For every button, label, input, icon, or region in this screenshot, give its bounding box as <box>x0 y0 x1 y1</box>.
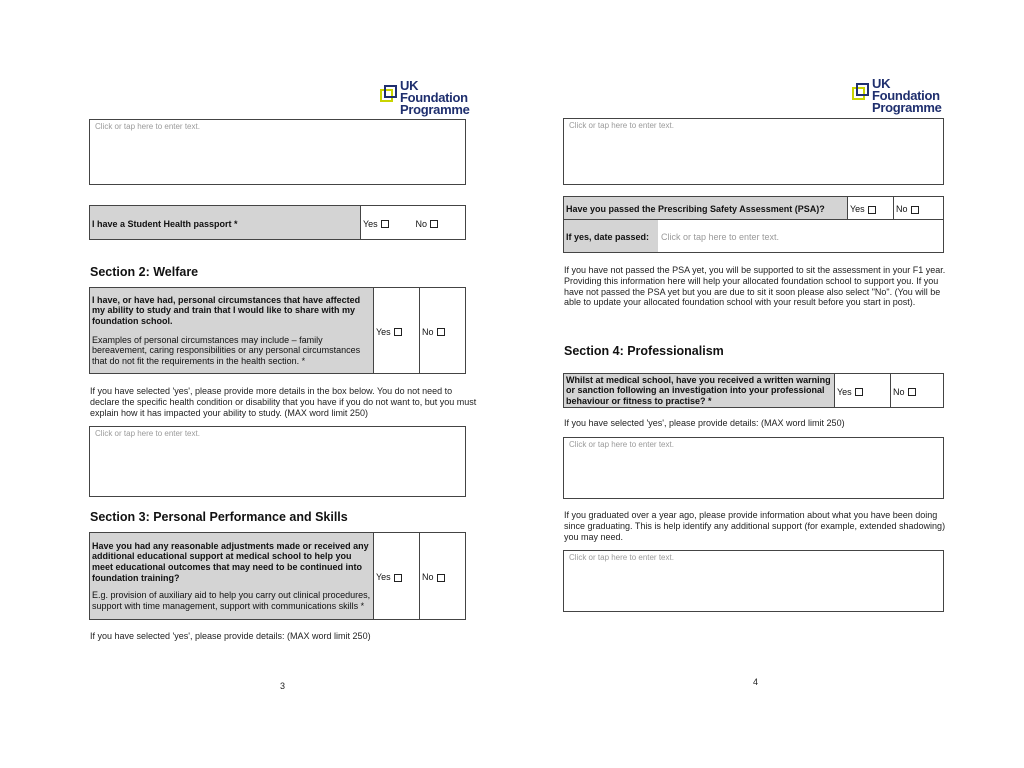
welfare-instructions: If you have selected 'yes', please provide more details in the box below. You do not need to declare the specific health condition or disability that you have if you do not want to, but you must explain how it has impacted your ability to study. (MAX word limit 250) <box>90 386 477 418</box>
logo-text-uk: UK <box>400 78 419 93</box>
section-2-heading: Section 2: Welfare <box>90 265 199 279</box>
adjustments-no-option[interactable]: No <box>422 572 445 582</box>
professionalism-yes-option[interactable]: Yes <box>837 387 863 397</box>
text-entry-box-top[interactable] <box>563 118 944 185</box>
professionalism-instructions: If you have selected 'yes', please provide details: (MAX word limit 250) <box>564 418 845 428</box>
psa-info-text: If you have not passed the PSA yet, you will be supported to sit the assessment in your F1 year. Providing this information here will help your allocated foundation school to support you. If you have not passed the PSA yet but you are due to sit it soon please also select "No". (You will be able to update your allocated foundation school with your result before you start in post). <box>564 265 946 308</box>
checkbox-icon <box>381 220 389 228</box>
logo-mark-icon <box>852 82 872 102</box>
adjustments-examples-text: E.g. provision of auxiliary aid to help you carry out clinical procedures, support with time management, support with communications skills * <box>92 590 371 611</box>
logo-text-foundation: Foundation <box>400 90 468 105</box>
text-entry-box-top[interactable] <box>89 119 466 185</box>
placeholder-text: Click or tap here to enter text. <box>95 122 200 131</box>
adjustments-question-text: Have you had any reasonable adjustments made or received any additional educational support at medical school to help you meet educational outcomes that may need to be continued into foundation training? <box>92 540 369 583</box>
health-passport-yes-option[interactable]: Yes <box>363 219 389 229</box>
checkbox-icon <box>911 206 919 214</box>
adjustments-instructions: If you have selected 'yes', please provide details: (MAX word limit 250) <box>90 631 371 641</box>
professionalism-details-box[interactable] <box>563 437 944 499</box>
placeholder-text: Click or tap here to enter text. <box>569 440 674 449</box>
adjustments-yes-option[interactable]: Yes <box>376 572 402 582</box>
checkbox-icon <box>868 206 876 214</box>
logo-text-foundation: Foundation <box>872 88 940 103</box>
health-passport-question <box>89 205 466 240</box>
placeholder-text: Click or tap here to enter text. <box>569 121 674 130</box>
welfare-question-text: I have, or have had, personal circumstances that have affected my ability to study and train that I would like to share with my foundation school. <box>92 294 361 326</box>
checkbox-icon <box>394 574 402 582</box>
welfare-details-box[interactable] <box>89 426 466 497</box>
page-4 <box>512 0 1024 768</box>
checkbox-icon <box>394 328 402 336</box>
checkbox-icon <box>437 328 445 336</box>
psa-date-field[interactable] <box>658 219 944 253</box>
psa-question-text: Have you passed the Prescribing Safety Assessment (PSA)? <box>566 204 825 214</box>
welfare-no-option[interactable]: No <box>422 327 445 337</box>
section-4-heading: Section 4: Professionalism <box>564 344 724 358</box>
placeholder-text: Click or tap here to enter text. <box>95 429 200 438</box>
logo-text-programme: Programme <box>400 102 470 117</box>
health-passport-label: I have a Student Health passport * <box>92 218 238 229</box>
logo-text-programme: Programme <box>872 100 942 115</box>
logo-mark-icon <box>380 84 400 104</box>
adjustments-question <box>89 532 466 620</box>
checkbox-icon <box>908 388 916 396</box>
professionalism-question <box>563 373 944 408</box>
welfare-examples-text: Examples of personal circumstances may include – family bereavement, caring responsibilities or any personal circumstances that do not fit the requirements in the health section. * <box>92 334 361 366</box>
checkbox-icon <box>855 388 863 396</box>
page-number-3: 3 <box>280 681 286 691</box>
welfare-question <box>89 287 466 374</box>
uk-foundation-programme-logo <box>852 78 952 118</box>
professionalism-question-text: Whilst at medical school, have you received a written warning or sanction following an investigation into your professional behaviour or fitness to practise? * <box>566 374 831 406</box>
logo-text-uk: UK <box>872 76 891 91</box>
uk-foundation-programme-logo <box>380 80 480 120</box>
welfare-yes-option[interactable]: Yes <box>376 327 402 337</box>
psa-yes-option[interactable]: Yes <box>850 204 876 214</box>
graduated-instructions: If you graduated over a year ago, please provide information about what you have been doing since graduating. This is help identify any additional support (for example, extended shadowing) you may need. <box>564 510 946 542</box>
graduated-details-box[interactable] <box>563 550 944 612</box>
section-3-heading: Section 3: Personal Performance and Skills <box>90 510 348 524</box>
health-passport-no-option[interactable]: No <box>416 219 439 229</box>
checkbox-icon <box>437 574 445 582</box>
professionalism-no-option[interactable]: No <box>893 387 916 397</box>
psa-date-label: If yes, date passed: <box>566 232 650 242</box>
psa-no-option[interactable]: No <box>896 204 919 214</box>
placeholder-text: Click or tap here to enter text. <box>569 553 674 562</box>
checkbox-icon <box>430 220 438 228</box>
page-number-4: 4 <box>753 677 759 687</box>
placeholder-text: Click or tap here to enter text. <box>661 232 780 242</box>
